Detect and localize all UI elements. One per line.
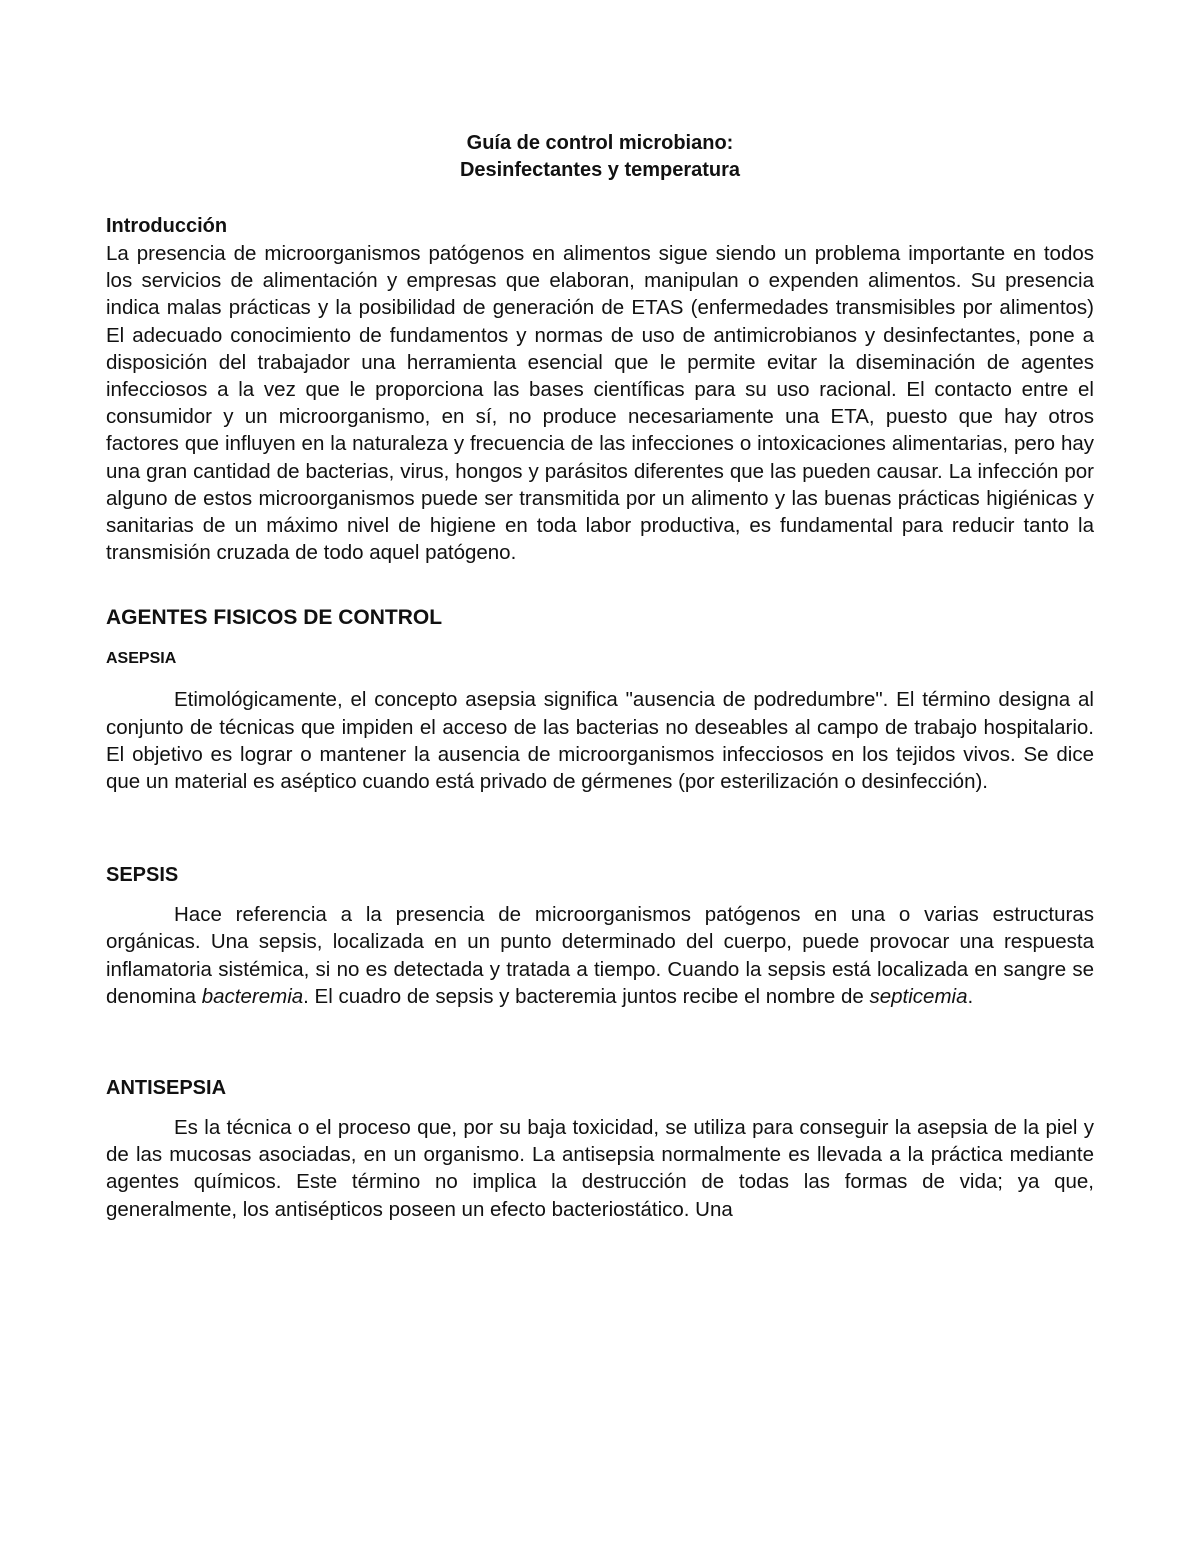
document-title-line1: Guía de control microbiano: [466, 132, 734, 154]
sepsis-term-septicemia: septicemia [869, 984, 968, 1008]
antisepsia-paragraph: Es la técnica o el proceso que, por su baja toxicidad, se utiliza para conseguir la asepsia de la piel y de las mucosas asociadas, en un organismo. La antisepsia normalmente es llevada a la práctica mediante agentes químicos. Este término no implica la destrucción de todas las formas de vida; ya que, generalmente, los antisépticos poseen un efecto bacteriostático. Una [106, 1116, 1094, 1221]
sepsis-heading: SEPSIS [106, 864, 179, 887]
sepsis-text-a: Hace referencia a la presencia de microorganismos patógenos en una o varias estructuras orgánicas. Una sepsis, localizada en un punto determinado del cuerpo, puede provocar una respuesta inflamatoria sistémica, si no es detectada y tratada a tiempo. Cuando la sepsis está localizada en sangre se denomina [106, 903, 1094, 1008]
sepsis-text-c: . [967, 984, 974, 1008]
asepsia-heading: ASEPSIA [106, 650, 177, 668]
sepsis-paragraph [106, 901, 1094, 1010]
intro-paragraph: La presencia de microorganismos patógenos en alimentos sigue siendo un problema importante en todos los servicios de alimentación y empresas que elaboran, manipulan o expenden alimentos. Su presencia indica malas prácticas y la posibilidad de generación de ETAS (enfermedades transmisibles por alimentos) El adecuado conocimiento de fundamentos y normas de uso de antimicrobianos y desinfectantes, pone a disposición del trabajador una herramienta esencial que le permite evitar la diseminación de agentes infecciosos a la vez que le proporciona las bases científicas para su uso racional. El contacto entre el consumidor y un microorganismo, en sí, no produce necesariamente una ETA, puesto que hay otros factores que influyen en la naturaleza y frecuencia de las infecciones o intoxicaciones alimentarias, pero hay una gran cantidad de bacterias, virus, hongos y parásitos diferentes que las pueden causar. La infección por alguno de estos microorganismos puede ser transmitida por un alimento y las buenas prácticas higiénicas y sanitarias de un máximo nivel de higiene en toda labor productiva, es fundamental para reducir tanto la transmisión cruzada de todo aquel patógeno. [106, 242, 1094, 565]
antisepsia-heading: ANTISEPSIA [106, 1077, 227, 1100]
asepsia-paragraph: Etimológicamente, el concepto asepsia significa "ausencia de podredumbre". El término designa al conjunto de técnicas que impiden el acceso de las bacterias no deseables al campo de trabajo hospitalario. El objetivo es lograr o mantener la ausencia de microorganismos infecciosos en los tejidos vivos. Se dice que un material es aséptico cuando está privado de gérmenes (por esterilización o desinfección). [106, 688, 1094, 794]
sepsis-text-b: . El cuadro de sepsis y bacteremia juntos recibe el nombre de [303, 984, 870, 1008]
document-title-line2: Desinfectantes y temperatura [459, 159, 741, 181]
intro-heading: Introducción [106, 215, 228, 237]
section-heading: AGENTES FISICOS DE CONTROL [106, 606, 443, 630]
sepsis-term-bacteremia: bacteremia [201, 984, 304, 1008]
document-page [106, 130, 1094, 1223]
